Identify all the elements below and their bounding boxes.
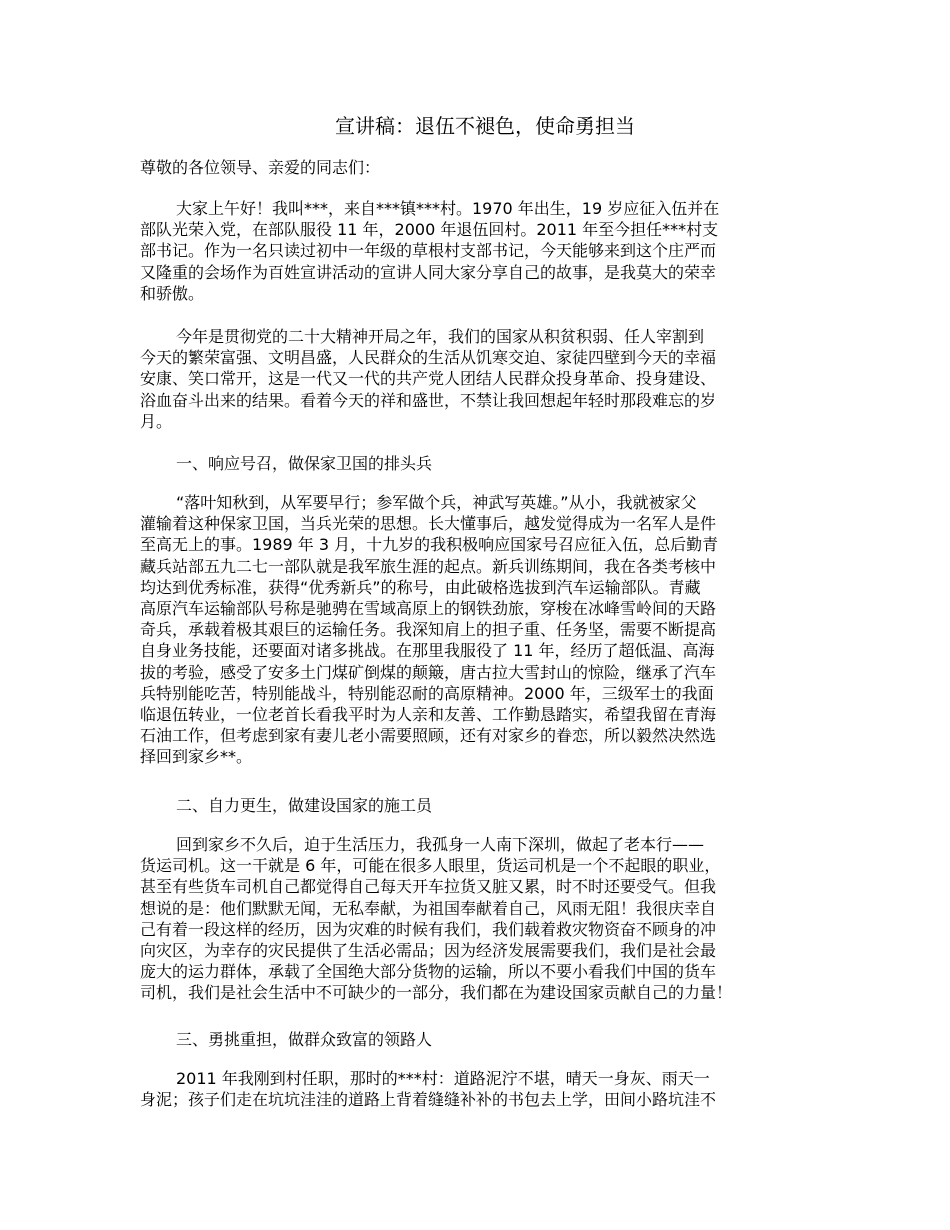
paragraph-line: 部书记。作为一名只读过初中一年级的草根村支部书记，今天能够来到这个庄严而 [140, 241, 717, 261]
paragraph-line: 石油工作，但考虑到家有妻儿老小需要照顾，还有对家乡的眷恋，所以毅然决然选 [140, 726, 717, 746]
paragraph-military-service [140, 492, 830, 768]
paragraph-line: 择回到家乡**。 [140, 747, 253, 767]
paragraph-line: 想说的是：他们默默无闻，无私奉献，为祖国奉献着自己，风雨无阻！我很庆幸自 [140, 898, 717, 918]
paragraph-line: 庞大的运力群体，承载了全国绝大部分货物的运输，所以不要小看我们中国的货车 [140, 962, 717, 982]
paragraph-line: 至高无上的事。1989 年 3 月，十九岁的我积极响应国家号召应征入伍，总后勤青 [140, 535, 719, 555]
paragraph-line: 己有着一段这样的经历，因为灾难的时候有我们，我们载着救灾物资奋不顾身的冲 [140, 919, 717, 939]
paragraph-line: 浴血奋斗出来的结果。看着今天的祥和盛世，不禁让我回想起年轻时那段难忘的岁 [140, 390, 717, 410]
paragraph-line: 藏兵站部五九二七一部队就是我军旅生涯的起点。新兵训练期间，我在各类考核中 [140, 556, 717, 576]
section-heading-2: 二、自力更生，做建设国家的施工员 [176, 796, 433, 815]
section-heading-3: 三、勇挑重担，做群众致富的领路人 [176, 1030, 433, 1049]
paragraph-line: 今年是贯彻党的二十大精神开局之年，我们的国家从积贫积弱、任人宰割到 [176, 327, 705, 346]
paragraph-village-leader [140, 1068, 830, 1110]
paragraph-line: 司机，我们是社会生活中不可缺少的一部分，我们都在为建设国家贡献自己的力量！ [140, 983, 733, 1003]
paragraph-line: 高原汽车运输部队号称是驰骋在雪域高原上的钢铁劲旅，穿梭在冰峰雪岭间的天路 [140, 599, 717, 619]
paragraph-truck-driver [140, 834, 830, 1004]
paragraph-line: 奇兵，承载着极其艰巨的运输任务。我深知肩上的担子重、任务坚，需要不断提高 [140, 620, 717, 640]
paragraph-line: 今天的繁荣富强、文明昌盛，人民群众的生活从饥寒交迫、家徒四壁到今天的幸福 [140, 348, 717, 368]
paragraph-line: 回到家乡不久后，迫于生活压力，我孤身一人南下深圳，做起了老本行—— [176, 835, 705, 854]
paragraph-line: 灌输着这种保家卫国，当兵光荣的思想。长大懂事后，越发觉得成为一名军人是件 [140, 514, 717, 534]
paragraph-line: 货运司机。这一干就是 6 年，可能在很多人眼里，货运司机是一个不起眼的职业， [140, 856, 721, 876]
paragraph-line: 甚至有些货车司机自己都觉得自己每天开车拉货又脏又累，时不时还要受气。但我 [140, 877, 717, 897]
paragraph-line: 又隆重的会场作为百姓宣讲活动的宣讲人同大家分享自己的故事，是我莫大的荣幸 [140, 262, 717, 282]
paragraph-line: “落叶知秋到，从军要早行；参军做个兵，神武写英雄。”从小，我就被家父 [176, 493, 697, 512]
salutation: 尊敬的各位领导、亲爱的同志们： [140, 158, 381, 177]
paragraph-line: 2011 年我刚到村任职，那时的***村：道路泥泞不堪，晴天一身灰、雨天一 [176, 1069, 710, 1088]
paragraph-introduction [140, 198, 830, 304]
document-title: 宣讲稿：退伍不褪色，使命勇担当 [335, 114, 635, 138]
paragraph-line: 月。 [140, 411, 173, 431]
paragraph-line: 兵特别能吃苦，特别能战斗，特别能忍耐的高原精神。2000 年，三级军士的我面 [140, 683, 714, 703]
paragraph-line: 和骄傲。 [140, 283, 205, 303]
section-heading-1: 一、响应号召，做保家卫国的排头兵 [176, 454, 433, 473]
paragraph-line: 均达到优秀标准，获得“优秀新兵”的称号，由此破格选拔到汽车运输部队。青藏 [140, 577, 701, 597]
paragraph-context [140, 326, 830, 432]
paragraph-line: 拔的考验，感受了安多土门煤矿倒煤的颠簸，唐古拉大雪封山的惊险，继承了汽车 [140, 662, 717, 682]
paragraph-line: 安康、笑口常开，这是一代又一代的共产党人团结人民群众投身革命、投身建设、 [140, 369, 717, 389]
paragraph-line: 向灾区，为幸存的灾民提供了生活必需品；因为经济发展需要我们，我们是社会最 [140, 941, 717, 961]
paragraph-line: 自身业务技能，还要面对诸多挑战。在那里我服役了 11 年，经历了超低温、高海 [140, 641, 715, 661]
paragraph-line: 大家上午好！我叫***，来自***镇***村。1970 年出生，19 岁应征入伍并在 [176, 199, 720, 218]
paragraph-line: 身泥；孩子们走在坑坑洼洼的道路上背着缝缝补补的书包去上学，田间小路坑洼不 [140, 1090, 717, 1110]
paragraph-line: 临退伍转业，一位老首长看我平时为人亲和友善、工作勤恳踏实，希望我留在青海 [140, 705, 717, 725]
paragraph-line: 部队光荣入党，在部队服役 11 年，2000 年退伍回村。2011 年至今担任***村支 [140, 220, 719, 240]
